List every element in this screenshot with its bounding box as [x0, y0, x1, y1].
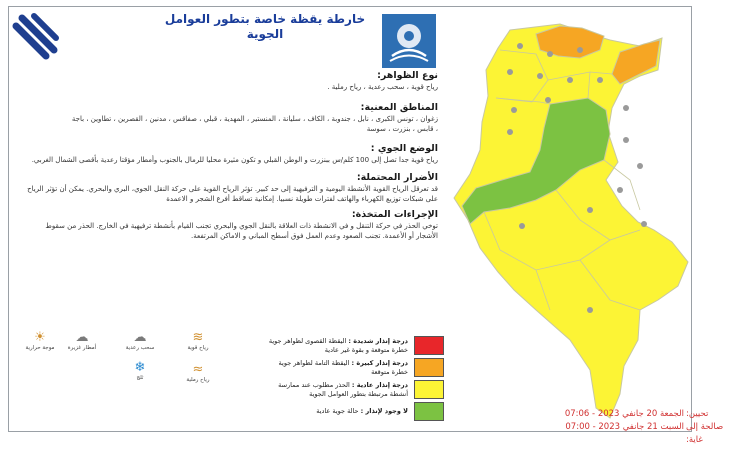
- measures-body-1: توخي الحذر في حركة التنقل و في الانشطة ذات العلاقة بالنقل الجوي والبحري تجنب القيام بأنشطة ترفيهية في الخارج. الحذر من سقوط: [45, 222, 438, 230]
- tunisia-alert-map: [440, 10, 690, 424]
- inm-logo-icon: [12, 12, 60, 60]
- snow-icon: ❄ ثلج: [134, 360, 146, 381]
- legend-yellow-text-2: أنشطة مرتبطة بتطور العوامل الجوية: [309, 389, 408, 398]
- thunderstorm-icon: ☁ سحب رعدية: [125, 330, 155, 351]
- heat-wave-icon: ☀ موجة حرارية: [25, 330, 55, 351]
- measures-body-2: الأشجار أو الأعمدة. تجنب الصعود وعدم العمل فوق أسطح المباني و الاماكن المرتفعة.: [191, 232, 438, 240]
- title-line-2: الجوية: [246, 27, 284, 41]
- measures-heading: الإجراءات المتخذة:: [351, 209, 438, 220]
- issued-value: الجمعة 20 جانفي 2023 - 07:06: [564, 409, 684, 419]
- legend-red-text-2: خطرة متوقعة و بقوة غير عادية: [324, 345, 408, 354]
- thunderstorm-label: سحب رعدية: [125, 345, 155, 351]
- phenomena-body: رياح قوية ، سحب رعدية ، رياح رملية .: [327, 83, 438, 91]
- sand-wind-icon: ≈ رياح رملية: [186, 362, 210, 383]
- legend-orange: [208, 358, 444, 377]
- heavy-rain-label: أمطار غزيرة: [67, 345, 97, 351]
- phenomena-section: [14, 70, 438, 92]
- emblem-icon: [382, 14, 436, 68]
- legend-orange-text-2: خطرة متوقعة: [371, 367, 408, 376]
- measures-section: [14, 209, 438, 241]
- risks-heading: الأضرار المحتملة:: [356, 172, 438, 183]
- risks-body-1: قد تعرقل الرياح القوية الأنشطة اليومية و الترفيهية إلى حد كبير. تؤثر الرياح القوية على حركة النقل الجوي، البري والبحري. يمكن أن تؤثر الرياح: [27, 185, 438, 193]
- validity-block: [440, 408, 724, 445]
- situation-section: [14, 143, 438, 165]
- heat-wave-label: موجة حرارية: [25, 345, 55, 351]
- legend-red-text-1: اليقظة القصوى لظواهر جوية: [268, 336, 347, 345]
- map-country-outline: [454, 24, 688, 418]
- situation-body: رياح قوية جدا تصل إلى 100 كلم/س ببنزرت و الوطن القبلي و تكون مثيرة محليا للرمال بالجنوب وأمطار مؤقتا رعدية بأقصى الشمال الغربي.: [31, 156, 438, 164]
- heavy-rain-icon: ☁ أمطار غزيرة: [67, 330, 97, 351]
- issued-label: تحيين:: [686, 409, 709, 419]
- snow-label: ثلج: [136, 375, 144, 381]
- legend-yellow: [208, 380, 444, 399]
- legend-green: [208, 402, 444, 421]
- sand-wind-label: رياح رملية: [186, 377, 210, 383]
- situation-heading: الوضع الجوي :: [370, 143, 438, 154]
- strong-wind-label: رياح قوية: [187, 345, 209, 351]
- legend-yellow-title: درجة إنذار عادية :: [351, 380, 408, 389]
- title-line-1: خارطة يقظة خاصة بتطور العوامل: [164, 12, 366, 26]
- legend-yellow-text-1: الحذر مطلوب عند ممارسة: [278, 380, 350, 389]
- legend-orange-title: درجة إنذار كبيرة :: [351, 358, 408, 367]
- regions-heading: المناطق المعنية:: [360, 102, 438, 113]
- valid-value: السبت 21 جانفي 2023 - 07:00: [565, 422, 684, 432]
- risks-body-2: على شبكات توزيع الكهرباء والهاتف لفترات طويلة نسبيا. إمكانية تساقط أفرع الشجر و الاعمدة: [166, 195, 438, 203]
- legend-red: [208, 336, 444, 355]
- valid-label: صالحة إلى غاية:: [686, 422, 724, 445]
- legend-green-title: لا وجود لإنذار :: [360, 407, 408, 415]
- regions-section: [14, 102, 438, 134]
- legend-green-text-1: حالة جوية عادية: [316, 407, 359, 415]
- legend-orange-text-1: اليقظة التامة لظواهر جوية: [278, 358, 350, 367]
- phenomena-heading: نوع الظواهر:: [377, 70, 438, 81]
- risks-section: [14, 172, 438, 204]
- strong-wind-icon: ≋ رياح قوية: [187, 330, 209, 351]
- regions-body-1: زغوان ، تونس الكبرى ، نابل ، جندوبة ، الكاف ، سليانة ، المنستير ، المهدية ، قبلي ، صفاقس ، مدنين ، القصرين ، تطاوين ، باجة: [71, 115, 438, 123]
- legend-red-title: درجة إنذار شديدة :: [348, 336, 408, 345]
- page-title: [150, 12, 380, 42]
- regions-body-2: ، قابس ، بنزرت ، سوسة: [366, 125, 438, 133]
